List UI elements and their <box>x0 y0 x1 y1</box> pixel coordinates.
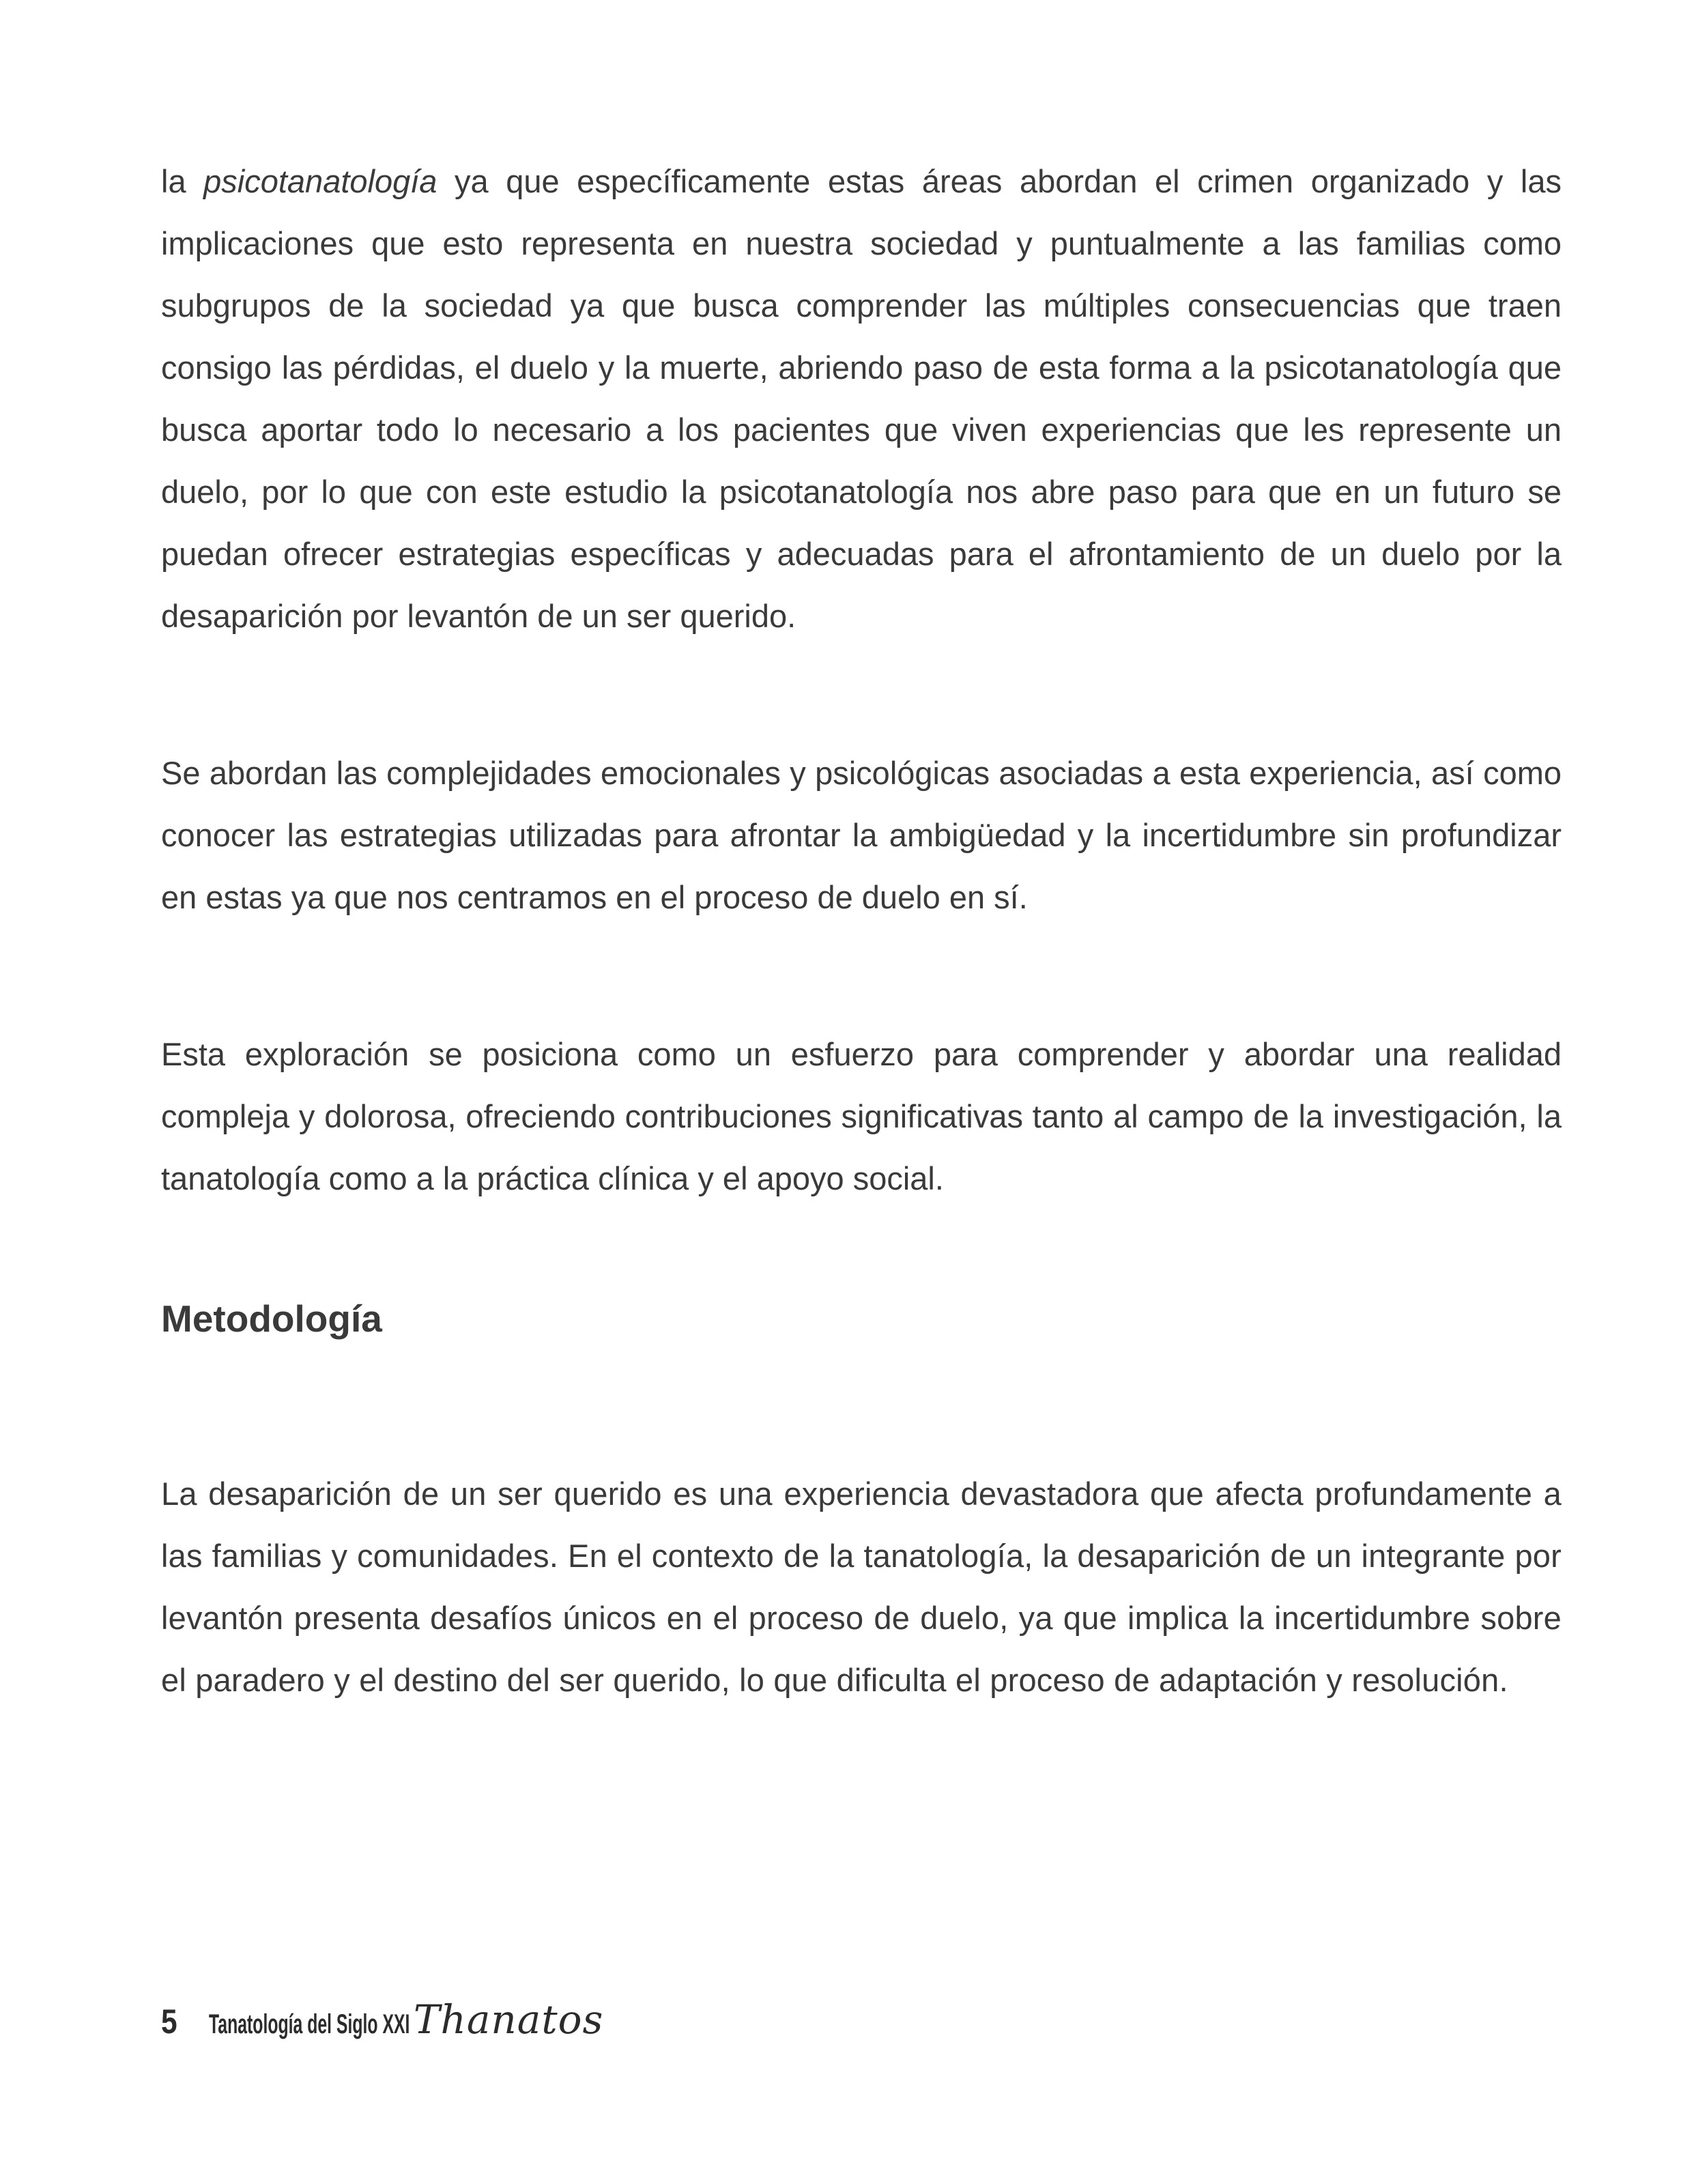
paragraph-methodology: La desaparición de un ser querido es una experiencia devastadora que afecta profundamente a las familias y comunidades. En el contexto de la tanatología, la desaparición de un integrante por levantón presenta desafíos únicos en el proceso de duelo, ya que implica la incertidumbre sobre el paradero y el destino del ser querido, lo que dificulta el proceso de adaptación y resolución. <box>161 1476 1562 1698</box>
page-footer <box>161 1996 603 2051</box>
paragraph-intro <box>161 150 1562 647</box>
paragraph-intro-italic-term: psicotanatología <box>203 163 437 199</box>
page-number: 5 <box>161 2002 177 2041</box>
series-title: Tanatología del Siglo XXI <box>208 2009 410 2039</box>
brand-logo-text: Thanatos <box>413 1996 604 2043</box>
paragraph-intro-text: ya que específicamente estas áreas abordan el crimen organizado y las implicaciones que esto representa en nuestra sociedad y puntualmente a las familias como subgrupos de la sociedad ya que busca comprender las múltiples consecuencias que traen consigo las pérdidas, el duelo y la muerte, abriendo paso de esta forma a la psicotanatología que busca aportar todo lo necesario a los pacientes que viven experiencias que les represente un duelo, por lo que con este estudio la psicotanatología nos abre paso para que en un futuro se puedan ofrecer estrategias específicas y adecuadas para el afrontamiento de un duelo por la desaparición por levantón de un ser querido. <box>161 163 1562 634</box>
paragraph-exploration: Esta exploración se posiciona como un esfuerzo para comprender y abordar una realidad compleja y dolorosa, ofreciendo contribuciones significativas tanto al campo de la investigación, la tanatología como a la práctica clínica y el apoyo social. <box>161 1036 1562 1196</box>
section-heading-metodologia: Metodología <box>161 1297 382 1340</box>
paragraph-complexities: Se abordan las complejidades emocionales y psicológicas asociadas a esta experiencia, así como conocer las estrategias utilizadas para afrontar la ambigüedad y la incertidumbre sin profundizar en estas ya que nos centramos en el proceso de duelo en sí. <box>161 755 1562 915</box>
paragraph-intro-prefix: la <box>161 163 204 199</box>
page-content <box>161 150 1562 1711</box>
